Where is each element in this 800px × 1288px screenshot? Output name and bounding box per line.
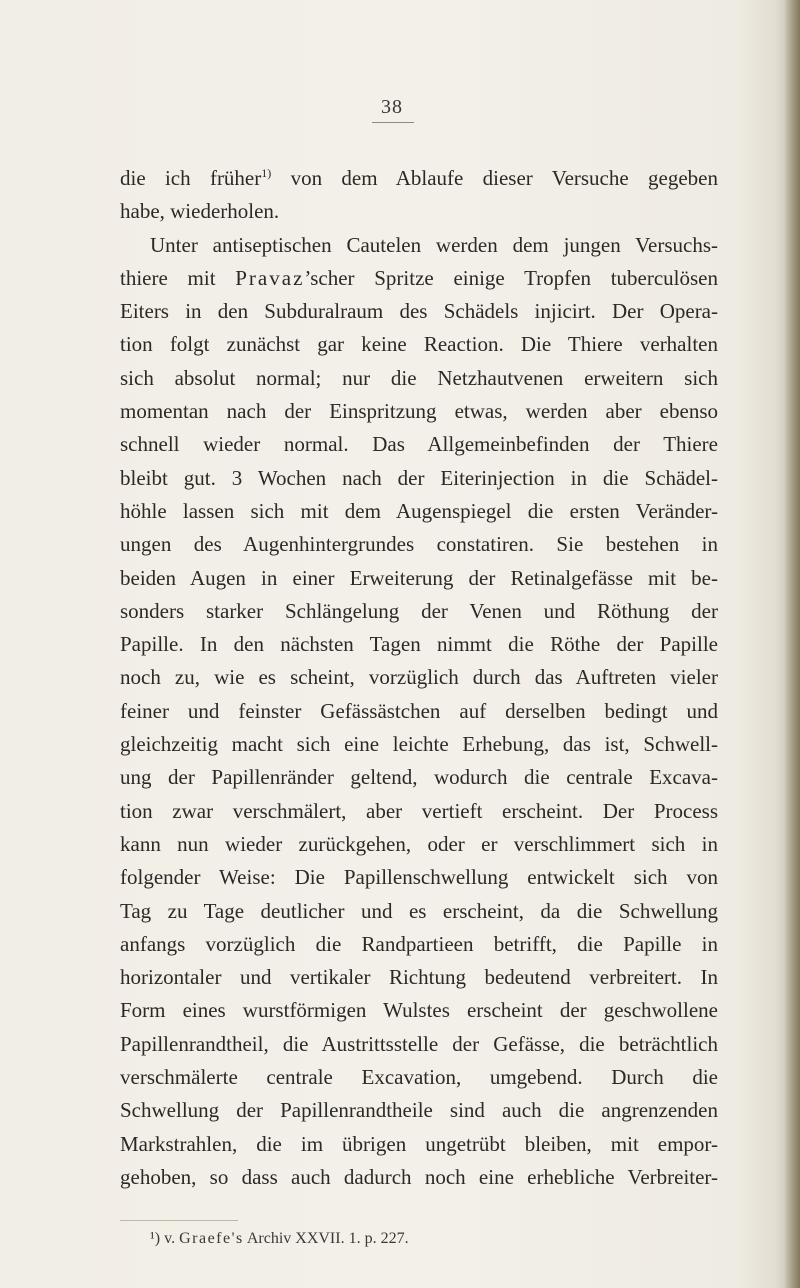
text-line: verschmälerte centrale Excavation, umgebend. Durch die <box>120 1065 718 1090</box>
text-line: Form eines wurstförmigen Wulstes erscheint der geschwollene <box>120 998 718 1023</box>
text-line: momentan nach der Einspritzung etwas, werden aber ebenso <box>120 399 718 424</box>
text-line: habe, wiederholen. <box>120 199 280 224</box>
footnote-text-segment: Archiv XXVII. 1. p. 227. <box>243 1230 409 1247</box>
footnote <box>150 1228 409 1250</box>
text-line: tion zwar verschmälert, aber vertieft erscheint. Der Process <box>120 798 718 823</box>
text-line: ung der Papillenränder geltend, wodurch die centrale Excava- <box>120 765 718 790</box>
footnote-marker: ¹) <box>150 1230 161 1247</box>
text-line: kann nun wieder zurückgehen, oder er verschlimmert sich in <box>120 831 718 856</box>
text-line: folgender Weise: Die Papillenschwellung entwickelt sich von <box>120 865 718 890</box>
text-segment: thiere mit <box>120 265 236 290</box>
text-line: bleibt gut. 3 Wochen nach der Eiterinjection in die Schädel- <box>120 465 718 490</box>
text-line: schnell wieder normal. Das Allgemeinbefinden der Thiere <box>120 432 718 457</box>
text-line: beiden Augen in einer Erweiterung der Retinalgefässe mit be- <box>120 565 718 590</box>
text-line: noch zu, wie es scheint, vorzüglich durch das Auftreten vieler <box>120 665 718 690</box>
text-line: horizontaler und vertikaler Richtung bedeutend verbreitert. In <box>120 965 718 990</box>
page-number: 38 <box>381 96 403 118</box>
text-line: tion folgt zunächst gar keine Reaction. Die Thiere verhalten <box>120 332 718 357</box>
body-text <box>120 162 718 1194</box>
text-segment: ’scher Spritze einige Tropfen tuberculösen <box>304 265 719 290</box>
text-line: Eiters in den Subduralraum des Schädels injicirt. Der Opera- <box>120 299 718 324</box>
text-line: gleichzeitig macht sich eine leichte Erhebung, das ist, Schwell- <box>120 732 718 757</box>
page-number-rule <box>372 122 414 123</box>
text-line: ungen des Augenhintergrundes constatiren. Sie bestehen in <box>120 532 718 557</box>
footnote-text-segment: v. <box>160 1230 180 1247</box>
footnote-rule <box>120 1220 238 1221</box>
paragraph-start-line: Unter antiseptischen Cautelen werden dem jungen Versuchs- <box>150 232 718 257</box>
text-segment: von dem Ablaufe dieser Versuche gegeben <box>271 166 718 190</box>
text-line: Papillenrandtheil, die Austrittsstelle der Gefässe, die beträchtlich <box>120 1031 718 1056</box>
text-segment: die ich früher <box>120 166 262 190</box>
text-line <box>120 262 718 295</box>
text-line: feiner und feinster Gefässästchen auf derselben bedingt und <box>120 698 718 723</box>
footnote-reference: 1) <box>261 166 272 180</box>
text-line: sonders starker Schlängelung der Venen und Röthung der <box>120 598 718 623</box>
binding-shadow <box>784 0 800 1288</box>
text-line: anfangs vorzüglich die Randpartieen betrifft, die Papille in <box>120 931 718 956</box>
text-line: Papille. In den nächsten Tagen nimmt die Röthe der Papille <box>120 632 718 657</box>
text-line <box>120 162 718 195</box>
footnote-spaced-name: Graefe's <box>179 1230 244 1247</box>
text-line: sich absolut normal; nur die Netzhautvenen erweitern sich <box>120 365 718 390</box>
text-line: Markstrahlen, die im übrigen ungetrübt bleiben, mit empor- <box>120 1131 718 1156</box>
text-line: gehoben, so dass auch dadurch noch eine erhebliche Verbreiter- <box>120 1164 718 1189</box>
spaced-name: Pravaz <box>235 265 305 290</box>
text-line: Tag zu Tage deutlicher und es erscheint, da die Schwellung <box>120 898 718 923</box>
text-line: Schwellung der Papillenrandtheile sind auch die angrenzenden <box>120 1098 718 1123</box>
text-line: höhle lassen sich mit dem Augenspiegel die ersten Veränder- <box>120 498 718 523</box>
